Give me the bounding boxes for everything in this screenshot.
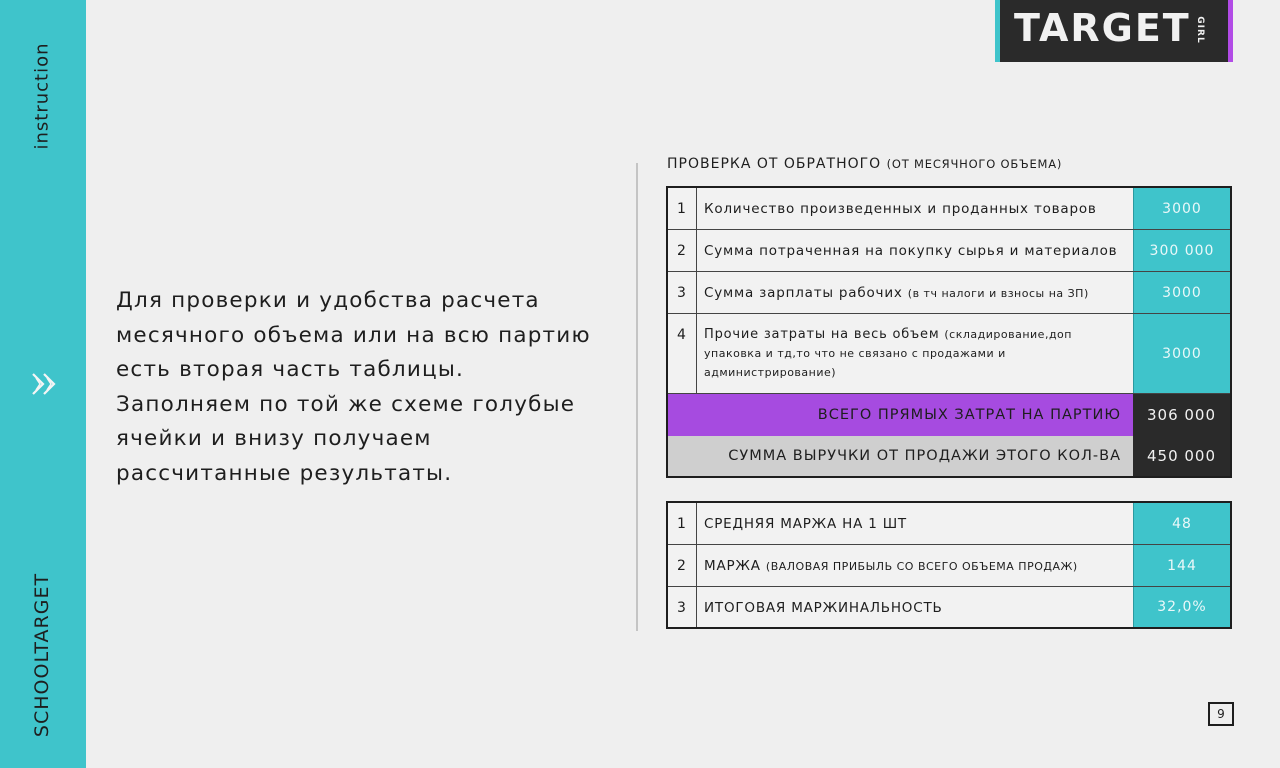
reverse-check-table — [666, 186, 1232, 478]
row-number: 1 — [668, 188, 697, 229]
table-row — [668, 545, 1230, 587]
row-label — [697, 503, 1133, 544]
logo-subtext: GIRL — [1195, 16, 1205, 44]
row-label — [697, 230, 1133, 271]
row-number: 3 — [668, 272, 697, 313]
row-label-text: ИТОГОВАЯ МАРЖИНАЛЬНОСТЬ — [704, 600, 943, 616]
row-label-text: СРЕДНЯЯ МАРЖА НА 1 ШТ — [704, 516, 907, 532]
row-value: 32,0% — [1133, 587, 1230, 627]
row-label — [697, 587, 1133, 627]
table-row — [668, 188, 1230, 230]
table-row — [668, 272, 1230, 314]
total-direct-costs-row — [668, 394, 1230, 436]
row-number: 2 — [668, 545, 697, 586]
sidebar-brand-label: SCHOOLTARGET — [31, 572, 53, 738]
instruction-paragraph: Для проверки и удобства расчета месячного объема или на всю партию есть вторая часть таблицы. Заполняем по той же схеме голубые ячейки и внизу получаем рассчитанные результаты. — [116, 288, 591, 486]
row-label — [697, 188, 1133, 229]
sidebar-instruction-label: instruction — [31, 42, 53, 150]
double-chevron-right-icon — [30, 371, 58, 397]
brand-logo — [995, 0, 1233, 62]
row-value[interactable]: 300 000 — [1133, 230, 1230, 271]
revenue-label: СУММА ВЫРУЧКИ ОТ ПРОДАЖИ ЭТОГО КОЛ-ВА — [728, 448, 1121, 464]
table-row — [668, 230, 1230, 272]
row-number: 2 — [668, 230, 697, 271]
row-value: 144 — [1133, 545, 1230, 586]
table-row — [668, 503, 1230, 545]
revenue-value: 450 000 — [1133, 436, 1230, 476]
table1-title-note: (ОТ МЕСЯЧНОГО ОБЪЕМА) — [886, 157, 1063, 171]
sidebar — [0, 0, 86, 768]
row-label-text: Сумма потраченная на покупку сырья и материалов — [704, 243, 1118, 259]
logo-text: TARGET — [1014, 6, 1191, 50]
row-label — [697, 314, 1133, 393]
row-label — [697, 272, 1133, 313]
row-label-text: Количество произведенных и проданных товаров — [704, 201, 1097, 217]
row-value[interactable]: 3000 — [1133, 272, 1230, 313]
table1-title — [667, 156, 1062, 172]
total-direct-costs-value: 306 000 — [1133, 394, 1230, 436]
row-value[interactable]: 3000 — [1133, 314, 1230, 393]
row-number: 4 — [668, 314, 697, 393]
row-label-text: Прочие затраты на весь объем — [704, 327, 940, 342]
margin-results-table — [666, 501, 1232, 629]
row-label-text: МАРЖА — [704, 558, 761, 574]
row-label-note: (ВАЛОВАЯ ПРИБЫЛЬ СО ВСЕГО ОБЪЕМА ПРОДАЖ) — [765, 560, 1078, 573]
table1-title-main: ПРОВЕРКА ОТ ОБРАТНОГО — [667, 156, 882, 172]
page-number: 9 — [1208, 702, 1234, 726]
row-number: 3 — [668, 587, 697, 627]
row-label-note: (складирование,доп упаковка и тд,то что не связано с продажами и администрирование) — [704, 328, 1072, 379]
revenue-row — [668, 436, 1230, 476]
row-value: 48 — [1133, 503, 1230, 544]
divider-line — [636, 163, 638, 631]
table-row — [668, 587, 1230, 627]
table-row — [668, 314, 1230, 394]
total-direct-costs-label: ВСЕГО ПРЯМЫХ ЗАТРАТ НА ПАРТИЮ — [817, 407, 1121, 423]
row-label-note: (в тч налоги и взносы на ЗП) — [907, 287, 1089, 300]
row-number: 1 — [668, 503, 697, 544]
row-value[interactable]: 3000 — [1133, 188, 1230, 229]
row-label-text: Сумма зарплаты рабочих — [704, 285, 903, 301]
row-label — [697, 545, 1133, 586]
